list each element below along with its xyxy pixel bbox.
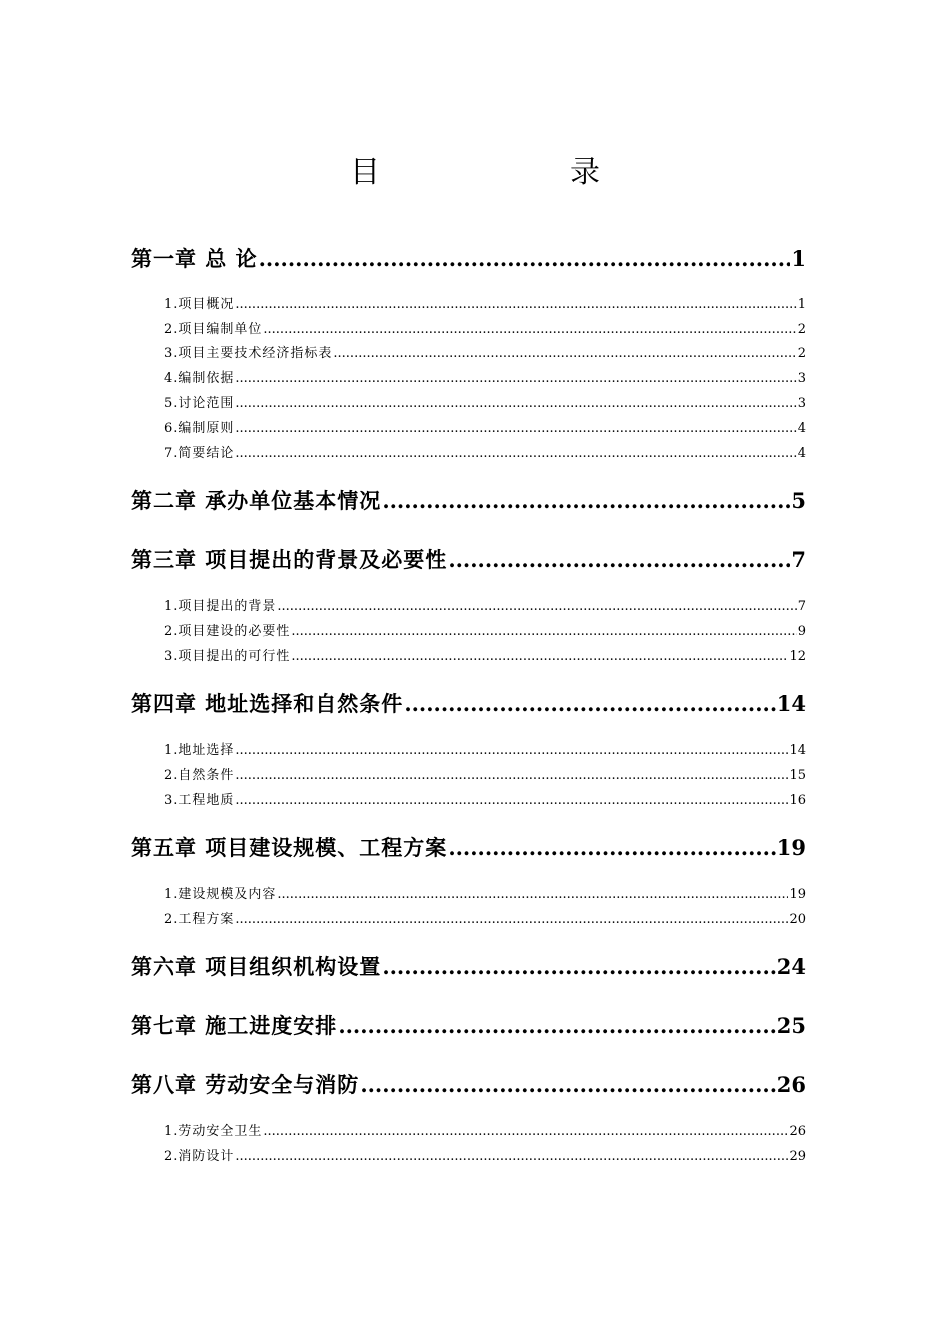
dot-leader [235,791,788,811]
toc-page-number: 24 [776,954,806,979]
toc-page-number: 14 [789,743,806,758]
toc-entry-label: 3.项目提出的可行性 [164,649,291,664]
toc-chapter-entry[interactable] [131,833,806,863]
dot-leader [277,885,788,905]
dot-leader [382,486,790,516]
toc-page-number: 25 [776,1013,806,1038]
toc-entry-label: 6.编制原则 [164,421,235,436]
toc-section-entry[interactable] [131,766,806,786]
toc-page-number: 1 [797,297,806,312]
toc-entry-label: 2.项目编制单位 [164,322,263,337]
dot-leader [333,344,796,364]
toc-entry-label: 1.建设规模及内容 [164,887,277,902]
dot-leader [277,597,796,617]
toc-section-entry[interactable] [131,647,806,667]
toc-entry-label: 第五章 项目建设规模、工程方案 [131,835,448,860]
toc-section-entry[interactable] [131,344,806,364]
toc-section-entry[interactable] [131,1147,806,1167]
toc-chapter-entry[interactable] [131,1070,806,1100]
toc-chapter-entry[interactable] [131,689,806,719]
toc-section-entry[interactable] [131,320,806,340]
dot-leader [338,1011,775,1041]
toc-page-number: 26 [776,1072,806,1097]
toc-section-entry[interactable] [131,791,806,811]
toc-page-number: 15 [789,768,806,783]
toc-chapter-entry[interactable] [131,545,806,575]
dot-leader [235,910,788,930]
toc-chapter-entry[interactable] [131,486,806,516]
toc-entry-label: 1.劳动安全卫生 [164,1124,263,1139]
dot-leader [404,689,775,719]
dot-leader [235,766,788,786]
dot-leader [235,419,796,439]
dot-leader [235,295,796,315]
dot-leader [291,647,788,667]
toc-entry-label: 2.工程方案 [164,912,235,927]
dot-leader [448,545,790,575]
toc-section-entry[interactable] [131,622,806,642]
toc-section-entry[interactable] [131,444,806,464]
toc-entry-label: 第七章 施工进度安排 [131,1013,338,1038]
toc-page-number: 26 [789,1124,806,1139]
toc-page-number: 7 [797,599,806,614]
dot-leader [235,741,788,761]
toc-entry-label: 2.自然条件 [164,768,235,783]
toc-entry-label: 3.工程地质 [164,793,235,808]
dot-leader [448,833,775,863]
toc-entry-label: 3.项目主要技术经济指标表 [164,346,333,361]
dot-leader [382,952,775,982]
toc-page-number: 1 [791,246,806,271]
toc-page-number: 19 [776,835,806,860]
toc-section-entry[interactable] [131,1122,806,1142]
toc-page-number: 9 [797,624,806,639]
toc-section-entry[interactable] [131,885,806,905]
toc-chapter-entry[interactable] [131,1011,806,1041]
dot-leader [263,320,796,340]
toc-entry-label: 第八章 劳动安全与消防 [131,1072,360,1097]
toc-section-entry[interactable] [131,295,806,315]
toc-entry-label: 第六章 项目组织机构设置 [131,954,382,979]
toc-page-number: 4 [797,421,806,436]
toc-section-entry[interactable] [131,419,806,439]
toc-page-number: 14 [776,691,806,716]
toc-entry-label: 1.项目提出的背景 [164,599,277,614]
dot-leader [235,369,796,389]
toc-page-number: 2 [797,322,806,337]
toc-entry-label: 1.地址选择 [164,743,235,758]
dot-leader [291,622,796,642]
toc-page-number: 16 [789,793,806,808]
toc-entry-label: 第二章 承办单位基本情况 [131,488,382,513]
toc-page-number: 2 [797,346,806,361]
dot-leader [235,444,796,464]
toc-page-number: 5 [791,488,806,513]
toc-entry-label: 1.项目概况 [164,297,235,312]
toc-entry-label: 4.编制依据 [164,371,235,386]
page-title: 目 录 [350,155,680,190]
toc-entry-label: 2.项目建设的必要性 [164,624,291,639]
toc-page-number: 19 [789,887,806,902]
dot-leader [235,394,796,414]
toc-page-number: 7 [791,547,806,572]
dot-leader [235,1147,788,1167]
toc-entry-label: 第三章 项目提出的背景及必要性 [131,547,448,572]
toc-entry-label: 2.消防设计 [164,1149,235,1164]
toc-chapter-entry[interactable] [131,244,806,274]
toc-entry-label: 第一章 总 论 [131,246,258,271]
toc-page-number: 3 [797,371,806,386]
toc-section-entry[interactable] [131,910,806,930]
toc-entry-label: 5.讨论范围 [164,396,235,411]
toc-section-entry[interactable] [131,597,806,617]
toc-section-entry[interactable] [131,741,806,761]
dot-leader [263,1122,788,1142]
toc-section-entry[interactable] [131,394,806,414]
toc-page-number: 20 [789,912,806,927]
toc-entry-label: 第四章 地址选择和自然条件 [131,691,404,716]
dot-leader [259,244,791,274]
toc-section-entry[interactable] [131,369,806,389]
toc-page-number: 3 [797,396,806,411]
dot-leader [360,1070,775,1100]
toc-page-number: 4 [797,446,806,461]
toc-page-number: 12 [789,649,806,664]
toc-page-number: 29 [789,1149,806,1164]
toc-chapter-entry[interactable] [131,952,806,982]
toc-entry-label: 7.简要结论 [164,446,235,461]
